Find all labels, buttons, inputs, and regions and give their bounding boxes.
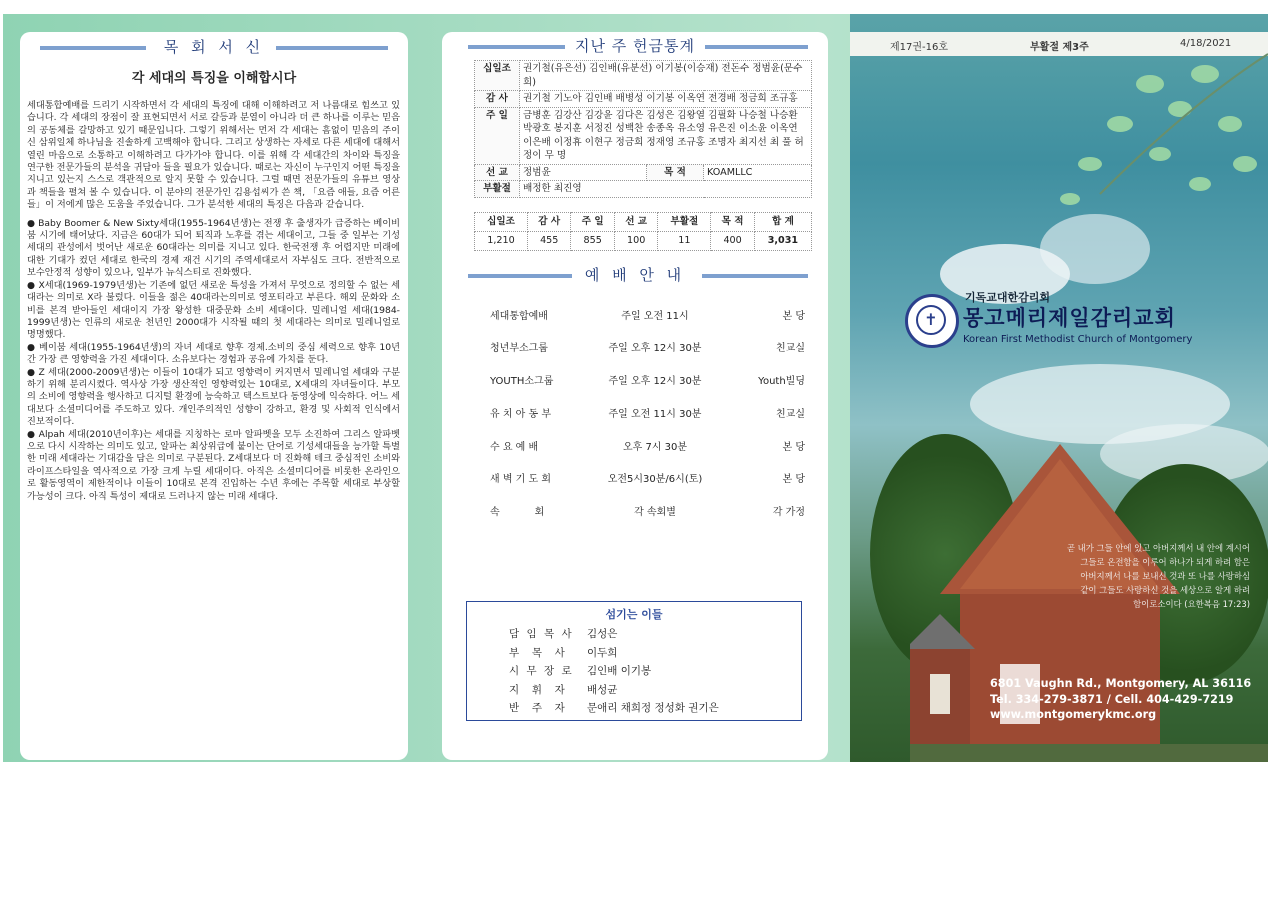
table-row xyxy=(475,181,812,198)
service-place: 각 가정 xyxy=(772,507,805,519)
service-name: 수 요 예 배 xyxy=(490,441,539,453)
summary-value: 400 xyxy=(711,231,754,250)
offering-label: 부활절 xyxy=(475,181,520,198)
service-time: 주일 오전 11시 xyxy=(621,310,689,322)
offering-label: 감 사 xyxy=(475,91,520,108)
church-logo xyxy=(905,294,959,348)
table-row xyxy=(475,231,812,250)
summary-header: 목 적 xyxy=(711,212,754,231)
heading-rule-right xyxy=(702,274,808,278)
service-name: 세대통합예배 xyxy=(490,310,548,322)
offering-names: 금병훈 김강산 김강윤 김다은 김성은 김왕열 김필화 나승철 나승환 박광호 봉지훈 서정진 성백찬 송종옥 유소영 유은진 이소윤 이옥연 이은배 이정휴 이현구 정금희 정재영 조규홍 조명자 최지선 최 풀 허정이 무 명 xyxy=(520,107,812,164)
church-name: 몽고메리제일감리교회 xyxy=(963,306,1176,330)
article-paragraph: 세대통합예배를 드리기 시작하면서 각 세대의 특징에 대해 이해하려고 저 나름대로 힘쓰고 있습니다. 각 세대의 장점이 잘 표현되면서 서로 갈등과 분열이 아니라 더 큰 하나를 이루는 믿음의 공동체를 갈망하고 있기 때문입니다. 그렇기 위해서는 먼저 각 세대는 흠없이 믿음의 주이신 삼위일체 하나님을 진솔하게 고백해야 합니다. 그리고 상생하는 자세로 다른 세대에 대해서 열린 마음으로 소통하고 이해하려고 다가가야 합니다. 이를 위해 각 세대간의 차이와 특징을 연구한 전문가들의 분석을 귀담아 들을 필요가 있습니다. 때로는 자신이 누구인지 어떤 특징을 지니고 있는지 스스로 객관적으로 알지 못할 수 있습니다. 그럴 때면 전문가들의 유튜브 영상과 책들을 펼쳐 볼 수 있습니다. 이 분야의 전문가인 김용섭씨가 쓴 책, 「요즘 애들, 요즘 어른들」이 저에게 많은 도움을 주었습니다. 그가 분석한 세대의 특징은 다음과 같습니다. xyxy=(27,100,400,211)
summary-header: 감 사 xyxy=(528,212,571,231)
offering-summary-table xyxy=(474,212,812,251)
list-item xyxy=(490,339,828,372)
summary-value: 1,210 xyxy=(475,231,528,250)
list-item xyxy=(490,372,828,405)
verse-line: 같이 그들도 사랑하신 것을 세상으로 알게 하려 xyxy=(1080,585,1250,595)
summary-header: 부활절 xyxy=(658,212,711,231)
staff-heading: 섬기는 이들 xyxy=(605,608,663,621)
summary-value: 11 xyxy=(658,231,711,250)
staff-role: 담 임 목 사 xyxy=(509,628,574,640)
pastor-letter-heading xyxy=(20,35,408,59)
worship-heading-text: 예 배 안 내 xyxy=(575,263,695,287)
cover-panel xyxy=(850,14,1268,762)
liturgical-week: 부활절 제3주 xyxy=(1030,42,1089,53)
service-place: 본 당 xyxy=(782,441,805,453)
list-item xyxy=(467,663,801,682)
staff-role: 반 주 자 xyxy=(509,702,567,714)
service-place: 본 당 xyxy=(782,474,805,486)
summary-value: 100 xyxy=(614,231,657,250)
table-row xyxy=(475,61,812,91)
purpose-label: 목 적 xyxy=(647,164,704,181)
church-website: www.montgomerykmc.org xyxy=(990,708,1157,721)
verse-line: 곧 내가 그들 안에 있고 아버지께서 내 안에 계시어 xyxy=(1066,543,1250,553)
church-phone: Tel. 334-279-3871 / Cell. 404-429-7219 xyxy=(990,692,1234,706)
service-time: 각 속회별 xyxy=(634,507,676,519)
offering-label: 주 일 xyxy=(475,107,520,164)
list-item xyxy=(467,626,801,645)
list-item xyxy=(467,700,801,719)
list-item xyxy=(490,438,828,471)
generation-bullet: ● Baby Boomer & New Sixty세대(1955-1964년생)는 전쟁 후 출생자가 급증하는 베이비붐 시기에 태어났다. 지금은 60대가 되어 퇴직과 노후를 겪는 세대이고, 그들 중 일부는 기성세대의 관성에서 벗어난 새로운 60대라는 의미를 지니고 있다. 한국전쟁 후 어렵지만 미래에 대한 기대가 컸던 세대로 한국의 경제 재건 시기의 주역세대로서 자부심도 크다. 전반적으로 보수안정적 성향이 있으나, 일부가 뉴식스티로 진화했다. xyxy=(27,217,400,279)
generation-bullet: ● X세대(1969-1979년생)는 기존에 없던 새로운 특성을 가져서 무엇으로 정의할 수 없는 세대라는 의미로 X라 불렀다. 이들을 젊은 40대라는의미로 영포티라고 부른다. 해외 문화와 소비를 본격 받아들인 세대이지 가장 왕성한 대중문화 소비 세대이다. 밀레니얼 세대(1984-1999년생)는 인류의 새로운 천년인 2000대가 시작될 때의 첫 세대라는 의미로 밀레니얼로 명명했다. xyxy=(27,279,400,341)
summary-header: 선 교 xyxy=(614,212,657,231)
heading-rule-left xyxy=(468,45,572,49)
offering-names: 권기철(유은선) 김인배(유분선) 이기봉(이승재) 전돈수 정범윤(문수희) xyxy=(520,61,812,91)
offering-label: 선 교 xyxy=(475,164,520,181)
summary-header: 주 일 xyxy=(571,212,614,231)
summary-total: 3,031 xyxy=(754,231,811,250)
volume-number: 제17권-16호 xyxy=(890,42,949,53)
list-item xyxy=(490,503,828,536)
staff-role: 시 무 장 로 xyxy=(509,665,574,677)
service-time: 주일 오후 12시 30분 xyxy=(608,343,702,355)
purpose-value: KOAMLLC xyxy=(704,164,812,181)
heading-rule-left xyxy=(468,274,572,278)
summary-value: 455 xyxy=(528,231,571,250)
list-item xyxy=(490,405,828,438)
service-name: 청년부소그룹 xyxy=(490,343,548,355)
offering-names: 권기철 기노아 김인배 배병성 이기봉 이옥연 전경배 정금희 조규홍 xyxy=(520,91,812,108)
service-name: 속 회 xyxy=(490,507,545,519)
offering-names: 배정한 최진영 xyxy=(520,181,812,198)
church-name-english: Korean First Methodist Church of Montgomery xyxy=(963,334,1193,345)
service-name: YOUTH소그룹 xyxy=(490,376,554,388)
offering-names-table xyxy=(474,60,812,198)
offering-names: 정범윤 xyxy=(520,164,647,181)
service-time: 주일 오전 11시 30분 xyxy=(608,408,702,420)
summary-header: 합 계 xyxy=(754,212,811,231)
worship-heading xyxy=(442,263,828,287)
cross-icon: ✝ xyxy=(916,305,946,335)
worship-schedule xyxy=(490,307,828,537)
list-item xyxy=(467,682,801,701)
verse-line: 아버지께서 나를 보내신 것과 또 나를 사랑하심 xyxy=(1080,571,1250,581)
heading-rule-left xyxy=(40,46,146,50)
staff-names: 문애리 채희정 정성화 권기은 xyxy=(587,702,719,714)
offering-heading xyxy=(442,34,828,58)
staff-names: 배성균 xyxy=(587,683,618,696)
generation-bullet: ● Z 세대(2000-2009년생)는 이들이 10대가 되고 영향력이 커지면서 밀레니얼 세대와 구분하기 위해 분리시켰다. 역사상 가장 생산적인 영향력있는 10대로, X세대의 자녀들이다. 부모의 소비에 영향력을 행사하고 디지털 환경에 능숙하고 텍스트보다 동영상에 익숙하다. 어느 세대보다 소셜미디어를 주도하고 있다. 개인주의적인 성향이 강하고, 환경 및 사회적 인식에서 진보적이다. xyxy=(27,366,400,428)
staff-names: 김인배 이기봉 xyxy=(587,665,652,677)
heading-rule-right xyxy=(276,46,388,50)
service-name: 유 치 아 동 부 xyxy=(490,408,552,420)
pastor-letter-panel xyxy=(20,32,408,760)
table-row xyxy=(475,164,812,181)
table-row xyxy=(475,212,812,231)
service-time: 주일 오후 12시 30분 xyxy=(608,376,702,388)
staff-names: 김성은 xyxy=(587,628,618,640)
summary-value: 855 xyxy=(571,231,614,250)
table-row xyxy=(475,91,812,108)
staff-names: 이두희 xyxy=(587,646,618,659)
service-place: 본 당 xyxy=(782,310,805,322)
summary-header: 십일조 xyxy=(475,212,528,231)
service-time: 오전5시30분/6시(토) xyxy=(607,474,703,486)
service-place: 친교실 xyxy=(776,408,805,420)
staff-role: 지 휘 자 xyxy=(509,683,567,696)
service-name: 새 벽 기 도 회 xyxy=(490,474,552,486)
article-title: 각 세대의 특징을 이해합시다 xyxy=(131,71,297,86)
church-address: 6801 Vaughn Rd., Montgomery, AL 36116 xyxy=(990,677,1252,690)
offering-label: 십일조 xyxy=(475,61,520,91)
list-item xyxy=(467,645,801,664)
staff-box xyxy=(466,601,802,721)
heading-rule-right xyxy=(698,45,808,49)
service-place: 친교실 xyxy=(776,343,805,355)
service-place: Youth빌딩 xyxy=(758,376,805,388)
generation-bullet: ● Alpah 세대(2010년이후)는 세대를 지칭하는 로마 알파벳을 모두 소진하여 그리스 알파벳으로 다시 시작하는 의미도 있고, 알파는 최상위급에 붙이는 단어로 기성세대들을 능가할 특별한 미래 세대라는 기대감을 담은 의미로 구분된다. Z세대보다 더 진화해 테크 중심적인 소비와 라이프스타일을 역사적으로 가장 크게 누릴 세대이다. 아직은 소셜미디어를 비롯한 온라인으로 활동영역이 제한적이나 이들이 10대로 본격 진입하는 수년 후에는 주목할 세대로 부상할 가능성이 크다. 아직 특성이 제대로 드러나지 않는 미래 세대다. xyxy=(27,428,400,502)
verse-line: 함이로소이다 (요한복음 17:23) xyxy=(1133,599,1250,609)
offering-heading-text: 지난 주 헌금통계 xyxy=(565,34,705,58)
list-item xyxy=(490,470,828,503)
scripture-verse xyxy=(1040,541,1250,611)
staff-role: 부 목 사 xyxy=(509,646,567,659)
pastor-letter-heading-text: 목 회 서 신 xyxy=(154,35,274,59)
contact-block xyxy=(990,676,1251,723)
service-time: 오후 7시 30분 xyxy=(622,441,688,453)
denomination-name: 기독교대한감리회 xyxy=(965,291,1051,304)
list-item xyxy=(490,307,828,340)
bulletin-date: 4/18/2021 xyxy=(1180,38,1232,49)
verse-line: 그들로 온전함을 이루어 하나가 되게 하려 함은 xyxy=(1080,557,1250,567)
table-row xyxy=(475,107,812,164)
generation-bullet: ● 베이붐 세대(1955-1964년생)의 자녀 세대로 향후 경제.소비의 중심 세력으로 향후 10년간 가장 큰 영향력을 가진 세대이다. 소유보다는 경험과 공유에 가치를 둔다. xyxy=(27,341,400,366)
article-body xyxy=(20,100,408,503)
